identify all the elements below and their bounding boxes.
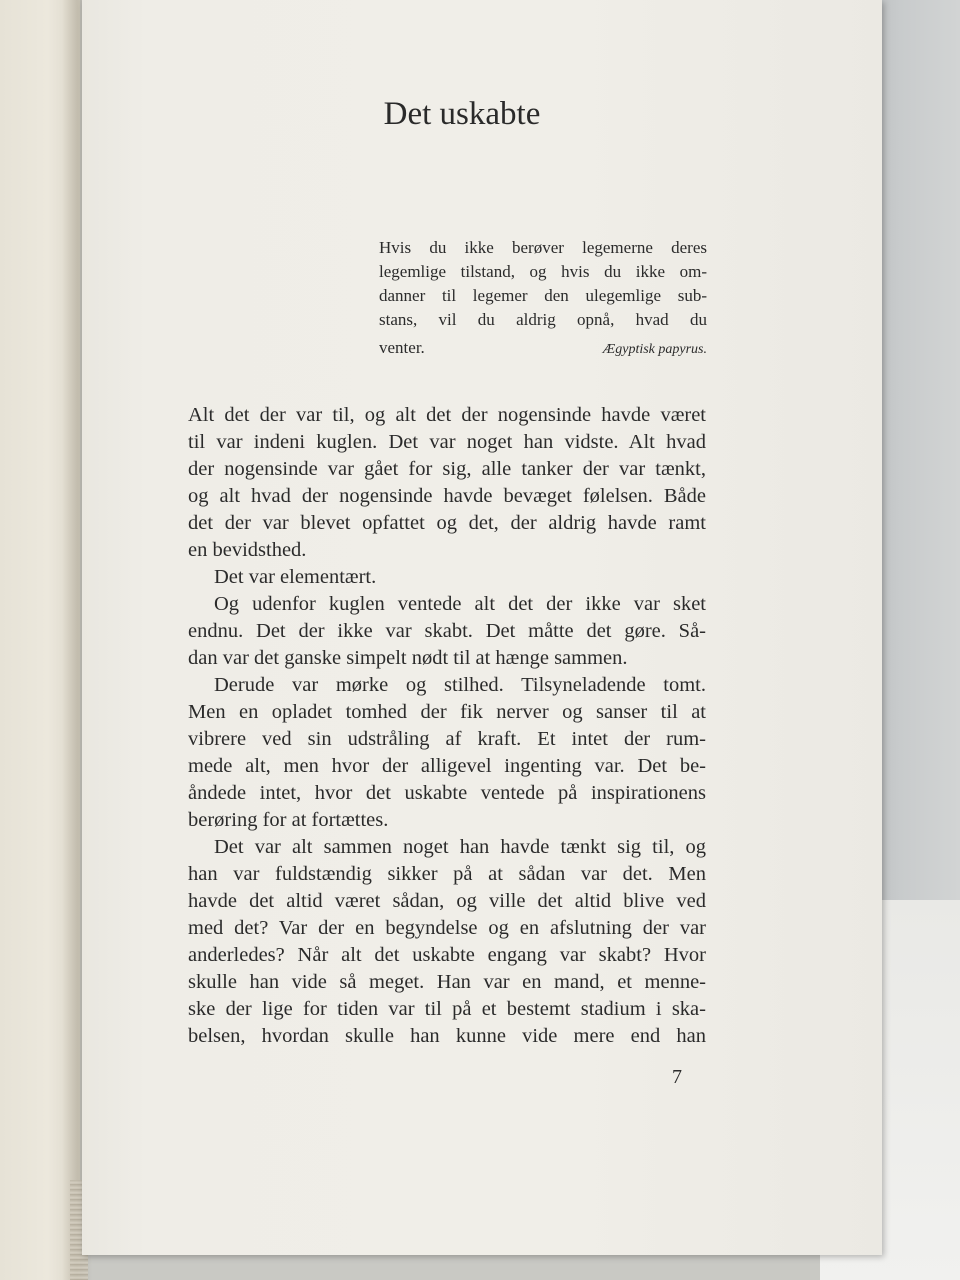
page-number: 7	[672, 1066, 682, 1088]
body-line: endnu. Det der ikke var skabt. Det måtte det gøre. Så-	[188, 620, 706, 642]
body-line: berøring for at fortættes.	[188, 809, 389, 831]
epigraph-line: danner til legemer den ulegemlige sub-	[379, 286, 707, 305]
chapter-title: Det uskabte	[383, 96, 541, 132]
body-line: til var indeni kuglen. Det var noget han vidste. Alt hvad	[188, 431, 706, 453]
body-line: han var fuldstændig sikker på at sådan var det. Men	[188, 863, 706, 885]
body-line: skulle han vide så meget. Han var en mand, et menne-	[188, 971, 706, 993]
epigraph-line: Hvis du ikke berøver legemerne deres	[379, 238, 707, 257]
epigraph	[379, 236, 707, 356]
body-line: Alt det der var til, og alt det der nogensinde havde været	[188, 404, 706, 426]
body-line: der nogensinde var gået for sig, alle tanker der var tænkt,	[188, 458, 706, 480]
body-line: Derude var mørke og stilhed. Tilsyneladende tomt.	[214, 674, 706, 696]
body-line: og alt hvad der nogensinde havde bevæget følelsen. Både	[188, 485, 706, 507]
epigraph-line: legemlige tilstand, og hvis du ikke om-	[379, 262, 707, 281]
epigraph-last-row	[379, 332, 707, 356]
body-line: en bevidsthed.	[188, 539, 307, 561]
body-line: mede alt, men hvor der alligevel ingenting var. Det be-	[188, 755, 706, 777]
epigraph-attribution: Ægyptisk papyrus.	[602, 342, 707, 357]
body-line: Det var alt sammen noget han havde tænkt sig til, og	[214, 836, 706, 858]
body-line: dan var det ganske simpelt nødt til at hænge sammen.	[188, 647, 628, 669]
body-line: Men en opladet tomhed der fik nerver og sanser til at	[188, 701, 706, 723]
body-line: havde det altid været sådan, og ville det altid blive ved	[188, 890, 706, 912]
body-line: Det var elementært.	[214, 566, 377, 588]
body-text	[188, 402, 706, 1050]
body-line: vibrere ved sin udstråling af kraft. Et intet der rum-	[188, 728, 706, 750]
body-line: ske der lige for tiden var til på et bestemt stadium i ska-	[188, 998, 706, 1020]
body-line: det der var blevet opfattet og det, der aldrig havde ramt	[188, 512, 706, 534]
body-line: belsen, hvordan skulle han kunne vide mere end han	[188, 1025, 706, 1047]
epigraph-line: stans, vil du aldrig opnå, hvad du	[379, 310, 707, 329]
epigraph-line: venter.	[379, 338, 425, 357]
body-line: åndede intet, hvor det uskabte ventede på inspirationens	[188, 782, 706, 804]
body-line: Og udenfor kuglen ventede alt det der ikke var sket	[214, 593, 706, 615]
body-line: med det? Var der en begyndelse og en afslutning der var	[188, 917, 706, 939]
body-line: anderledes? Når alt det uskabte engang var skabt? Hvor	[188, 944, 706, 966]
